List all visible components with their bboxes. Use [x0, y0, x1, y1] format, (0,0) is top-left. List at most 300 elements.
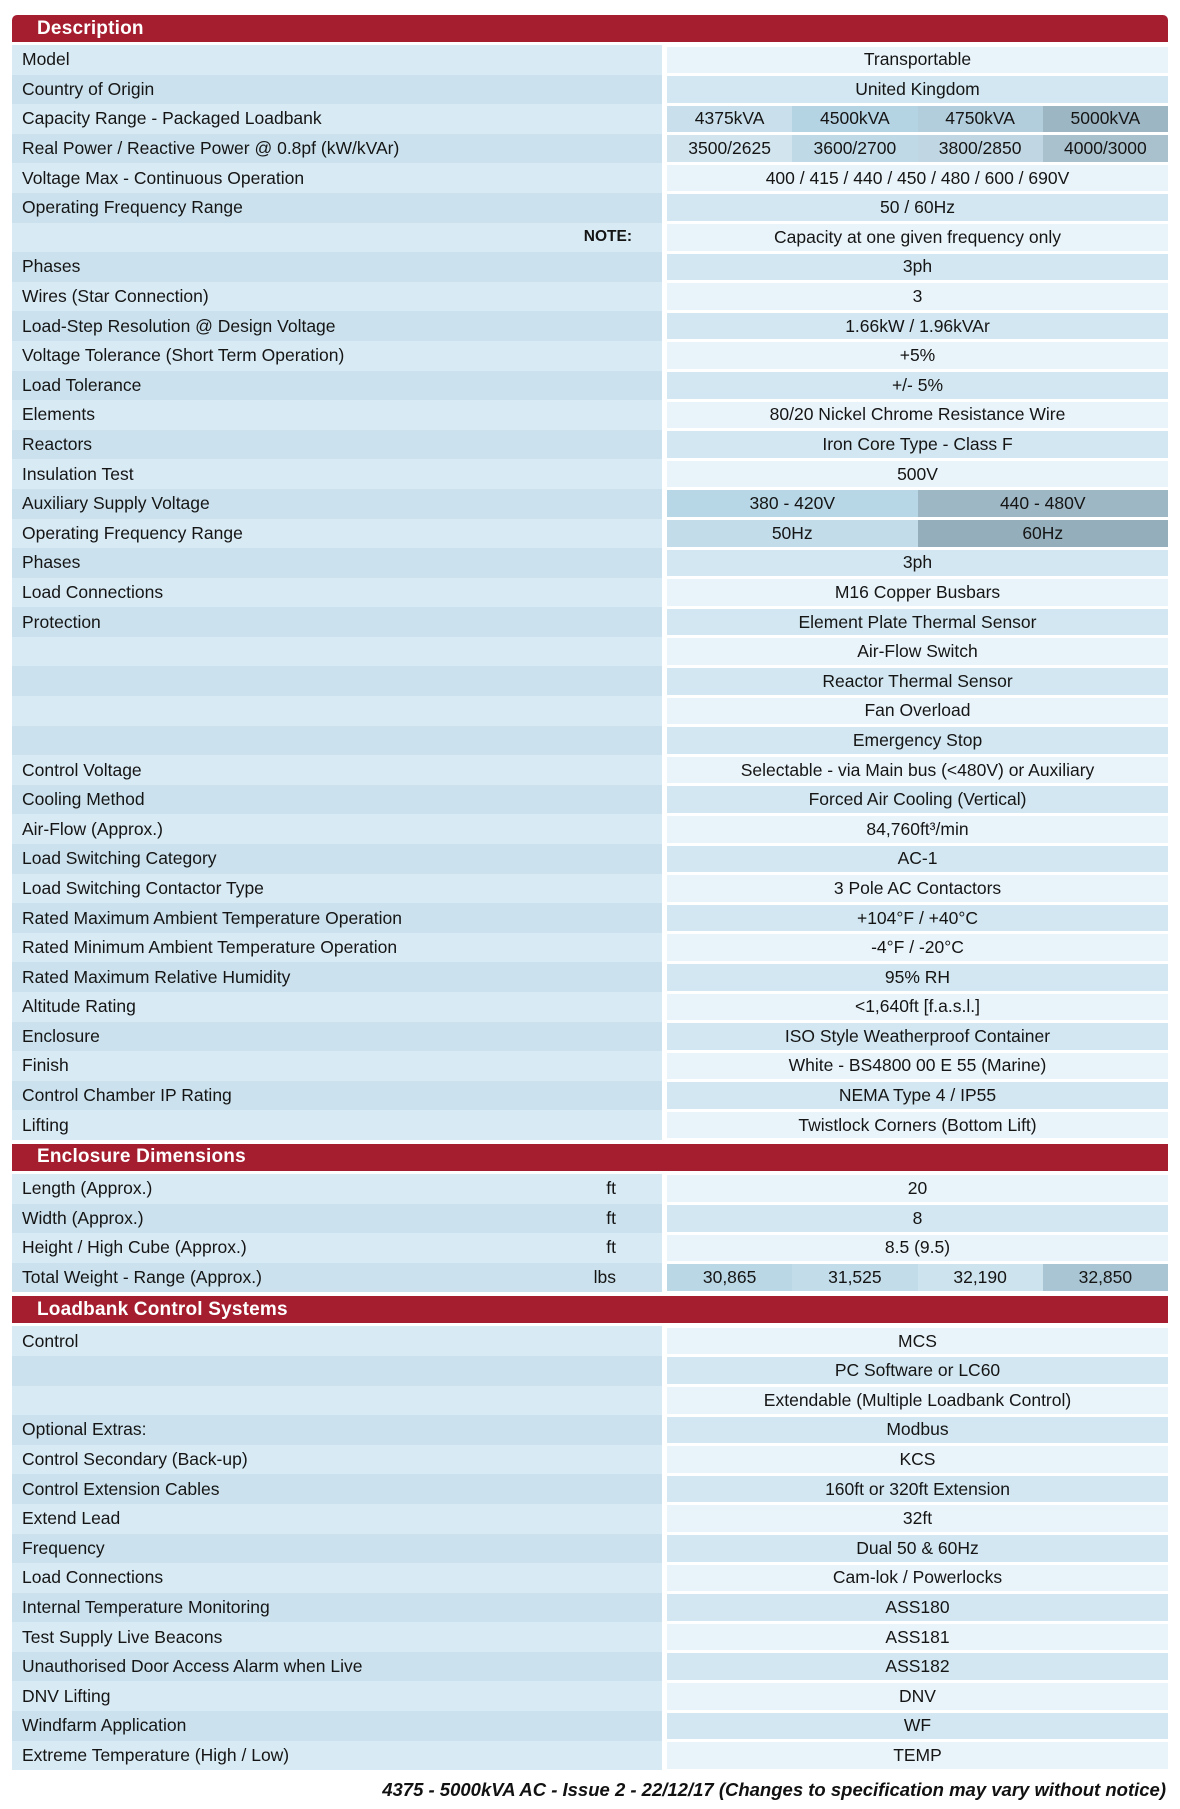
row-value-cell: ASS180 — [667, 1594, 1168, 1621]
row-value-cell: ISO Style Weatherproof Container — [667, 1023, 1168, 1050]
section-rows-enclosure — [12, 1174, 1168, 1292]
row-values — [667, 1356, 1168, 1386]
row-label-text: Unauthorised Door Access Alarm when Live — [22, 1656, 363, 1677]
row-value-cell: Reactor Thermal Sensor — [667, 668, 1168, 695]
row-value-cell: Dual 50 & 60Hz — [667, 1535, 1168, 1562]
spec-row — [12, 193, 1168, 223]
row-value-cell: 4000/3000 — [1043, 135, 1168, 162]
row-value-cell: 380 - 420V — [667, 490, 918, 517]
spec-row — [12, 1622, 1168, 1652]
unit-label: ft — [606, 1178, 616, 1199]
unit-label: ft — [606, 1237, 616, 1258]
row-value-cell: Air-Flow Switch — [667, 638, 1168, 665]
row-label-text: Extreme Temperature (High / Low) — [22, 1744, 290, 1765]
row-values — [667, 1741, 1168, 1771]
row-values — [667, 1711, 1168, 1741]
row-value-cell: +/- 5% — [667, 372, 1168, 399]
row-value-cell: 8 — [667, 1205, 1168, 1232]
row-label — [12, 163, 662, 193]
row-label — [12, 1504, 662, 1534]
row-values — [667, 1474, 1168, 1504]
row-values — [667, 1445, 1168, 1475]
row-label-text: Real Power / Reactive Power @ 0.8pf (kW/kVAr) — [22, 138, 400, 159]
row-values — [667, 1652, 1168, 1682]
row-value-cell: 160ft or 320ft Extension — [667, 1476, 1168, 1503]
section-rows-controls — [12, 1326, 1168, 1770]
row-label-text: Auxiliary Supply Voltage — [22, 493, 210, 514]
row-label-text: NOTE: — [583, 228, 632, 246]
row-label-text: Reactors — [22, 434, 93, 455]
row-value-cell: 32,850 — [1043, 1264, 1168, 1291]
row-value-cell: 30,865 — [667, 1264, 792, 1291]
row-values — [667, 519, 1168, 549]
row-value-cell: Iron Core Type - Class F — [667, 431, 1168, 458]
spec-row — [12, 1386, 1168, 1416]
row-label — [12, 933, 662, 963]
row-value-cell: 500V — [667, 461, 1168, 488]
spec-row — [12, 962, 1168, 992]
row-value-cell: 4375kVA — [667, 106, 792, 133]
row-label — [12, 1534, 662, 1564]
row-label-text: Control Secondary (Back-up) — [22, 1449, 248, 1470]
row-label — [12, 755, 662, 785]
row-values — [667, 1563, 1168, 1593]
spec-row — [12, 134, 1168, 164]
row-label-text: Rated Maximum Ambient Temperature Operation — [22, 907, 402, 928]
spec-row — [12, 1741, 1168, 1771]
spec-row — [12, 341, 1168, 371]
row-label-text: Length (Approx.) — [22, 1178, 153, 1199]
row-value-cell: 84,760ft³/min — [667, 816, 1168, 843]
row-values — [667, 75, 1168, 105]
row-label-text: Load Switching Category — [22, 848, 217, 869]
row-label — [12, 1356, 662, 1386]
spec-row — [12, 903, 1168, 933]
row-value-cell: AC-1 — [667, 846, 1168, 873]
spec-row — [12, 637, 1168, 667]
row-values — [667, 637, 1168, 667]
row-values — [667, 1386, 1168, 1416]
row-label — [12, 1233, 662, 1263]
row-value-cell: Capacity at one given frequency only — [667, 224, 1168, 251]
spec-row — [12, 400, 1168, 430]
row-label — [12, 666, 662, 696]
row-label — [12, 1622, 662, 1652]
row-value-cell: NEMA Type 4 / IP55 — [667, 1082, 1168, 1109]
row-value-cell: DNV — [667, 1683, 1168, 1710]
row-label — [12, 371, 662, 401]
spec-row — [12, 163, 1168, 193]
row-label — [12, 962, 662, 992]
row-label — [12, 1741, 662, 1771]
row-values — [667, 1110, 1168, 1140]
row-value-cell: 60Hz — [918, 520, 1169, 547]
row-label — [12, 1474, 662, 1504]
row-value-cell: MCS — [667, 1328, 1168, 1355]
row-values — [667, 1081, 1168, 1111]
row-label — [12, 134, 662, 164]
row-value-cell: Emergency Stop — [667, 727, 1168, 754]
row-value-cell: +104°F / +40°C — [667, 905, 1168, 932]
row-label — [12, 1445, 662, 1475]
row-value-cell: 3500/2625 — [667, 135, 792, 162]
row-values — [667, 607, 1168, 637]
row-label-text: Operating Frequency Range — [22, 197, 243, 218]
row-value-cell: 440 - 480V — [918, 490, 1169, 517]
row-value-cell: 50Hz — [667, 520, 918, 547]
row-label-text: Elements — [22, 404, 95, 425]
row-values — [667, 874, 1168, 904]
row-label-text: Load Connections — [22, 1567, 164, 1588]
row-value-cell: +5% — [667, 342, 1168, 369]
row-label-text: Control Voltage — [22, 759, 142, 780]
section-title: Loadbank Control Systems — [37, 1298, 288, 1320]
footer-note: 4375 - 5000kVA AC - Issue 2 - 22/12/17 (Changes to specification may vary without notice) — [382, 1779, 1166, 1801]
row-value-cell: 3600/2700 — [792, 135, 917, 162]
row-values — [667, 430, 1168, 460]
spec-row — [12, 1110, 1168, 1140]
row-value-cell: 400 / 415 / 440 / 450 / 480 / 600 / 690V — [667, 165, 1168, 192]
row-value-cell: ASS181 — [667, 1624, 1168, 1651]
row-label-text: Model — [22, 49, 70, 70]
row-label — [12, 992, 662, 1022]
row-label-text: Test Supply Live Beacons — [22, 1626, 223, 1647]
row-label-text: Voltage Tolerance (Short Term Operation) — [22, 345, 345, 366]
row-label — [12, 696, 662, 726]
row-label — [12, 75, 662, 105]
spec-row — [12, 607, 1168, 637]
spec-row — [12, 75, 1168, 105]
row-values — [667, 1326, 1168, 1356]
spec-row — [12, 696, 1168, 726]
row-label-text: Height / High Cube (Approx.) — [22, 1237, 247, 1258]
row-values — [667, 1174, 1168, 1204]
spec-row — [12, 489, 1168, 519]
row-label — [12, 1326, 662, 1356]
row-value-cell: 80/20 Nickel Chrome Resistance Wire — [667, 402, 1168, 429]
section-header-description — [12, 15, 1168, 42]
row-values — [667, 1233, 1168, 1263]
row-label-text: Control — [22, 1330, 79, 1351]
row-values — [667, 459, 1168, 489]
spec-row — [12, 548, 1168, 578]
row-label-text: Load Tolerance — [22, 374, 142, 395]
row-value-cell: 4750kVA — [918, 106, 1043, 133]
spec-row — [12, 1174, 1168, 1204]
row-value-cell: 3800/2850 — [918, 135, 1043, 162]
row-label-text: Operating Frequency Range — [22, 522, 243, 543]
row-value-cell: Fan Overload — [667, 698, 1168, 725]
row-label-text: Optional Extras: — [22, 1419, 147, 1440]
row-value-cell: Forced Air Cooling (Vertical) — [667, 786, 1168, 813]
spec-row — [12, 814, 1168, 844]
row-value-cell: 3 — [667, 283, 1168, 310]
row-label-text: Width (Approx.) — [22, 1207, 144, 1228]
row-value-cell: 3ph — [667, 254, 1168, 281]
row-label — [12, 1652, 662, 1682]
row-values — [667, 962, 1168, 992]
row-label — [12, 311, 662, 341]
row-label — [12, 785, 662, 815]
spec-row — [12, 1711, 1168, 1741]
spec-row — [12, 223, 1168, 253]
row-values — [667, 134, 1168, 164]
section-rows-description — [12, 45, 1168, 1140]
row-label-text: Wires (Star Connection) — [22, 286, 209, 307]
row-label — [12, 726, 662, 756]
spec-row — [12, 755, 1168, 785]
row-values — [667, 578, 1168, 608]
row-values — [667, 1593, 1168, 1623]
spec-row — [12, 1263, 1168, 1293]
row-label-text: Protection — [22, 611, 101, 632]
spec-row — [12, 844, 1168, 874]
row-label — [12, 1711, 662, 1741]
row-value-cell: Cam-lok / Powerlocks — [667, 1565, 1168, 1592]
row-label — [12, 1204, 662, 1234]
row-label-text: Internal Temperature Monitoring — [22, 1596, 270, 1617]
row-label — [12, 578, 662, 608]
spec-row — [12, 1474, 1168, 1504]
unit-label: ft — [606, 1207, 616, 1228]
row-values — [667, 341, 1168, 371]
row-value-cell: 3 Pole AC Contactors — [667, 875, 1168, 902]
spec-row — [12, 785, 1168, 815]
spec-row — [12, 519, 1168, 549]
row-values — [667, 193, 1168, 223]
row-values — [667, 45, 1168, 75]
row-label-text: Cooling Method — [22, 789, 145, 810]
row-value-cell: 20 — [667, 1175, 1168, 1202]
row-values — [667, 933, 1168, 963]
row-value-cell: Transportable — [667, 47, 1168, 74]
row-label — [12, 1110, 662, 1140]
row-label — [12, 1681, 662, 1711]
row-value-cell: 95% RH — [667, 964, 1168, 991]
row-label — [12, 519, 662, 549]
row-value-cell: 31,525 — [792, 1264, 917, 1291]
row-label — [12, 1174, 662, 1204]
row-values — [667, 548, 1168, 578]
spec-row — [12, 45, 1168, 75]
row-value-cell: 5000kVA — [1043, 106, 1168, 133]
spec-row — [12, 371, 1168, 401]
row-values — [667, 1051, 1168, 1081]
row-label — [12, 844, 662, 874]
section-header-loadbank-control-systems — [12, 1296, 1168, 1323]
row-values — [667, 1504, 1168, 1534]
spec-row — [12, 459, 1168, 489]
row-label-text: Control Extension Cables — [22, 1478, 220, 1499]
row-label — [12, 607, 662, 637]
spec-row — [12, 578, 1168, 608]
spec-row — [12, 282, 1168, 312]
row-label — [12, 104, 662, 134]
row-label — [12, 548, 662, 578]
spec-row — [12, 1081, 1168, 1111]
row-label — [12, 874, 662, 904]
spec-row — [12, 666, 1168, 696]
row-value-cell: -4°F / -20°C — [667, 934, 1168, 961]
row-value-cell: Element Plate Thermal Sensor — [667, 609, 1168, 636]
spec-row — [12, 1681, 1168, 1711]
section-header-enclosure-dimensions — [12, 1144, 1168, 1171]
row-label — [12, 903, 662, 933]
row-label-text: Load-Step Resolution @ Design Voltage — [22, 315, 336, 336]
row-label-text: Altitude Rating — [22, 996, 136, 1017]
row-value-cell: White - BS4800 00 E 55 (Marine) — [667, 1053, 1168, 1080]
row-value-cell: KCS — [667, 1446, 1168, 1473]
row-label-text: Capacity Range - Packaged Loadbank — [22, 108, 322, 129]
section-title: Enclosure Dimensions — [37, 1146, 246, 1168]
row-value-cell: 32ft — [667, 1505, 1168, 1532]
spec-row — [12, 1022, 1168, 1052]
row-label — [12, 637, 662, 667]
spec-row — [12, 1415, 1168, 1445]
row-label — [12, 814, 662, 844]
row-label — [12, 223, 662, 253]
row-label-text: Phases — [22, 552, 81, 573]
spec-row — [12, 1233, 1168, 1263]
row-label — [12, 1263, 662, 1293]
row-values — [667, 311, 1168, 341]
row-values — [667, 1681, 1168, 1711]
spec-row — [12, 1445, 1168, 1475]
row-values — [667, 1534, 1168, 1564]
row-label — [12, 45, 662, 75]
row-label-text: Total Weight - Range (Approx.) — [22, 1267, 262, 1288]
row-label-text: Rated Minimum Ambient Temperature Operation — [22, 937, 398, 958]
row-label-text: Rated Maximum Relative Humidity — [22, 966, 291, 987]
row-value-cell: Modbus — [667, 1417, 1168, 1444]
spec-row — [12, 1051, 1168, 1081]
row-values — [667, 104, 1168, 134]
row-label — [12, 459, 662, 489]
row-label — [12, 282, 662, 312]
row-label-text: Air-Flow (Approx.) — [22, 818, 163, 839]
row-label-text: Voltage Max - Continuous Operation — [22, 167, 305, 188]
row-label-text: Phases — [22, 256, 81, 277]
row-values — [667, 755, 1168, 785]
row-values — [667, 844, 1168, 874]
row-value-cell: PC Software or LC60 — [667, 1357, 1168, 1384]
row-label-text: Load Connections — [22, 581, 164, 602]
row-label — [12, 1563, 662, 1593]
row-label-text: Finish — [22, 1055, 69, 1076]
row-label-text: Load Switching Contactor Type — [22, 877, 264, 898]
spec-row — [12, 726, 1168, 756]
row-label — [12, 430, 662, 460]
spec-row — [12, 1204, 1168, 1234]
spec-row — [12, 1356, 1168, 1386]
row-values — [667, 1022, 1168, 1052]
row-values — [667, 992, 1168, 1022]
row-label-text: Windfarm Application — [22, 1715, 187, 1736]
row-label — [12, 252, 662, 282]
row-value-cell: 32,190 — [918, 1264, 1043, 1291]
row-label-text: Insulation Test — [22, 463, 134, 484]
row-value-cell: TEMP — [667, 1742, 1168, 1769]
spec-table — [12, 15, 1168, 1770]
row-label-text: Enclosure — [22, 1025, 100, 1046]
row-label-text: Extend Lead — [22, 1508, 121, 1529]
row-values — [667, 1204, 1168, 1234]
row-values — [667, 814, 1168, 844]
row-label — [12, 341, 662, 371]
row-label — [12, 1415, 662, 1445]
row-label-text: Frequency — [22, 1537, 105, 1558]
row-values — [667, 163, 1168, 193]
row-values — [667, 1263, 1168, 1293]
row-label — [12, 1051, 662, 1081]
spec-row — [12, 430, 1168, 460]
row-values — [667, 252, 1168, 282]
row-values — [667, 400, 1168, 430]
row-values — [667, 696, 1168, 726]
row-values — [667, 785, 1168, 815]
row-label-text: Control Chamber IP Rating — [22, 1085, 232, 1106]
unit-label: lbs — [593, 1267, 616, 1288]
row-values — [667, 223, 1168, 253]
row-label — [12, 400, 662, 430]
row-values — [667, 903, 1168, 933]
row-value-cell: 1.66kW / 1.96kVAr — [667, 313, 1168, 340]
spec-row — [12, 252, 1168, 282]
spec-row — [12, 933, 1168, 963]
row-label — [12, 1593, 662, 1623]
row-value-cell: <1,640ft [f.a.s.l.] — [667, 994, 1168, 1021]
row-label — [12, 193, 662, 223]
spec-row — [12, 1534, 1168, 1564]
spec-row — [12, 1593, 1168, 1623]
row-value-cell: 3ph — [667, 550, 1168, 577]
row-values — [667, 1415, 1168, 1445]
row-value-cell: 4500kVA — [792, 106, 917, 133]
row-label — [12, 1081, 662, 1111]
row-values — [667, 371, 1168, 401]
spec-row — [12, 992, 1168, 1022]
spec-row — [12, 1326, 1168, 1356]
row-label-text: DNV Lifting — [22, 1685, 111, 1706]
spec-row — [12, 1652, 1168, 1682]
spec-row — [12, 1563, 1168, 1593]
row-label — [12, 1386, 662, 1416]
row-label — [12, 1022, 662, 1052]
spec-row — [12, 874, 1168, 904]
row-value-cell: Extendable (Multiple Loadbank Control) — [667, 1387, 1168, 1414]
section-title: Description — [37, 17, 144, 39]
row-values — [667, 726, 1168, 756]
row-label-text: Country of Origin — [22, 78, 155, 99]
row-label-text: Lifting — [22, 1114, 69, 1135]
row-label — [12, 489, 662, 519]
row-value-cell: M16 Copper Busbars — [667, 579, 1168, 606]
spec-row — [12, 1504, 1168, 1534]
spec-row — [12, 104, 1168, 134]
row-values — [667, 1622, 1168, 1652]
row-value-cell: Twistlock Corners (Bottom Lift) — [667, 1112, 1168, 1139]
spec-row — [12, 311, 1168, 341]
row-value-cell: ASS182 — [667, 1653, 1168, 1680]
row-value-cell: Selectable - via Main bus (<480V) or Auxiliary — [667, 757, 1168, 784]
row-value-cell: WF — [667, 1713, 1168, 1740]
row-values — [667, 489, 1168, 519]
row-value-cell: 50 / 60Hz — [667, 194, 1168, 221]
row-values — [667, 666, 1168, 696]
row-values — [667, 282, 1168, 312]
row-value-cell: 8.5 (9.5) — [667, 1235, 1168, 1262]
row-value-cell: United Kingdom — [667, 76, 1168, 103]
